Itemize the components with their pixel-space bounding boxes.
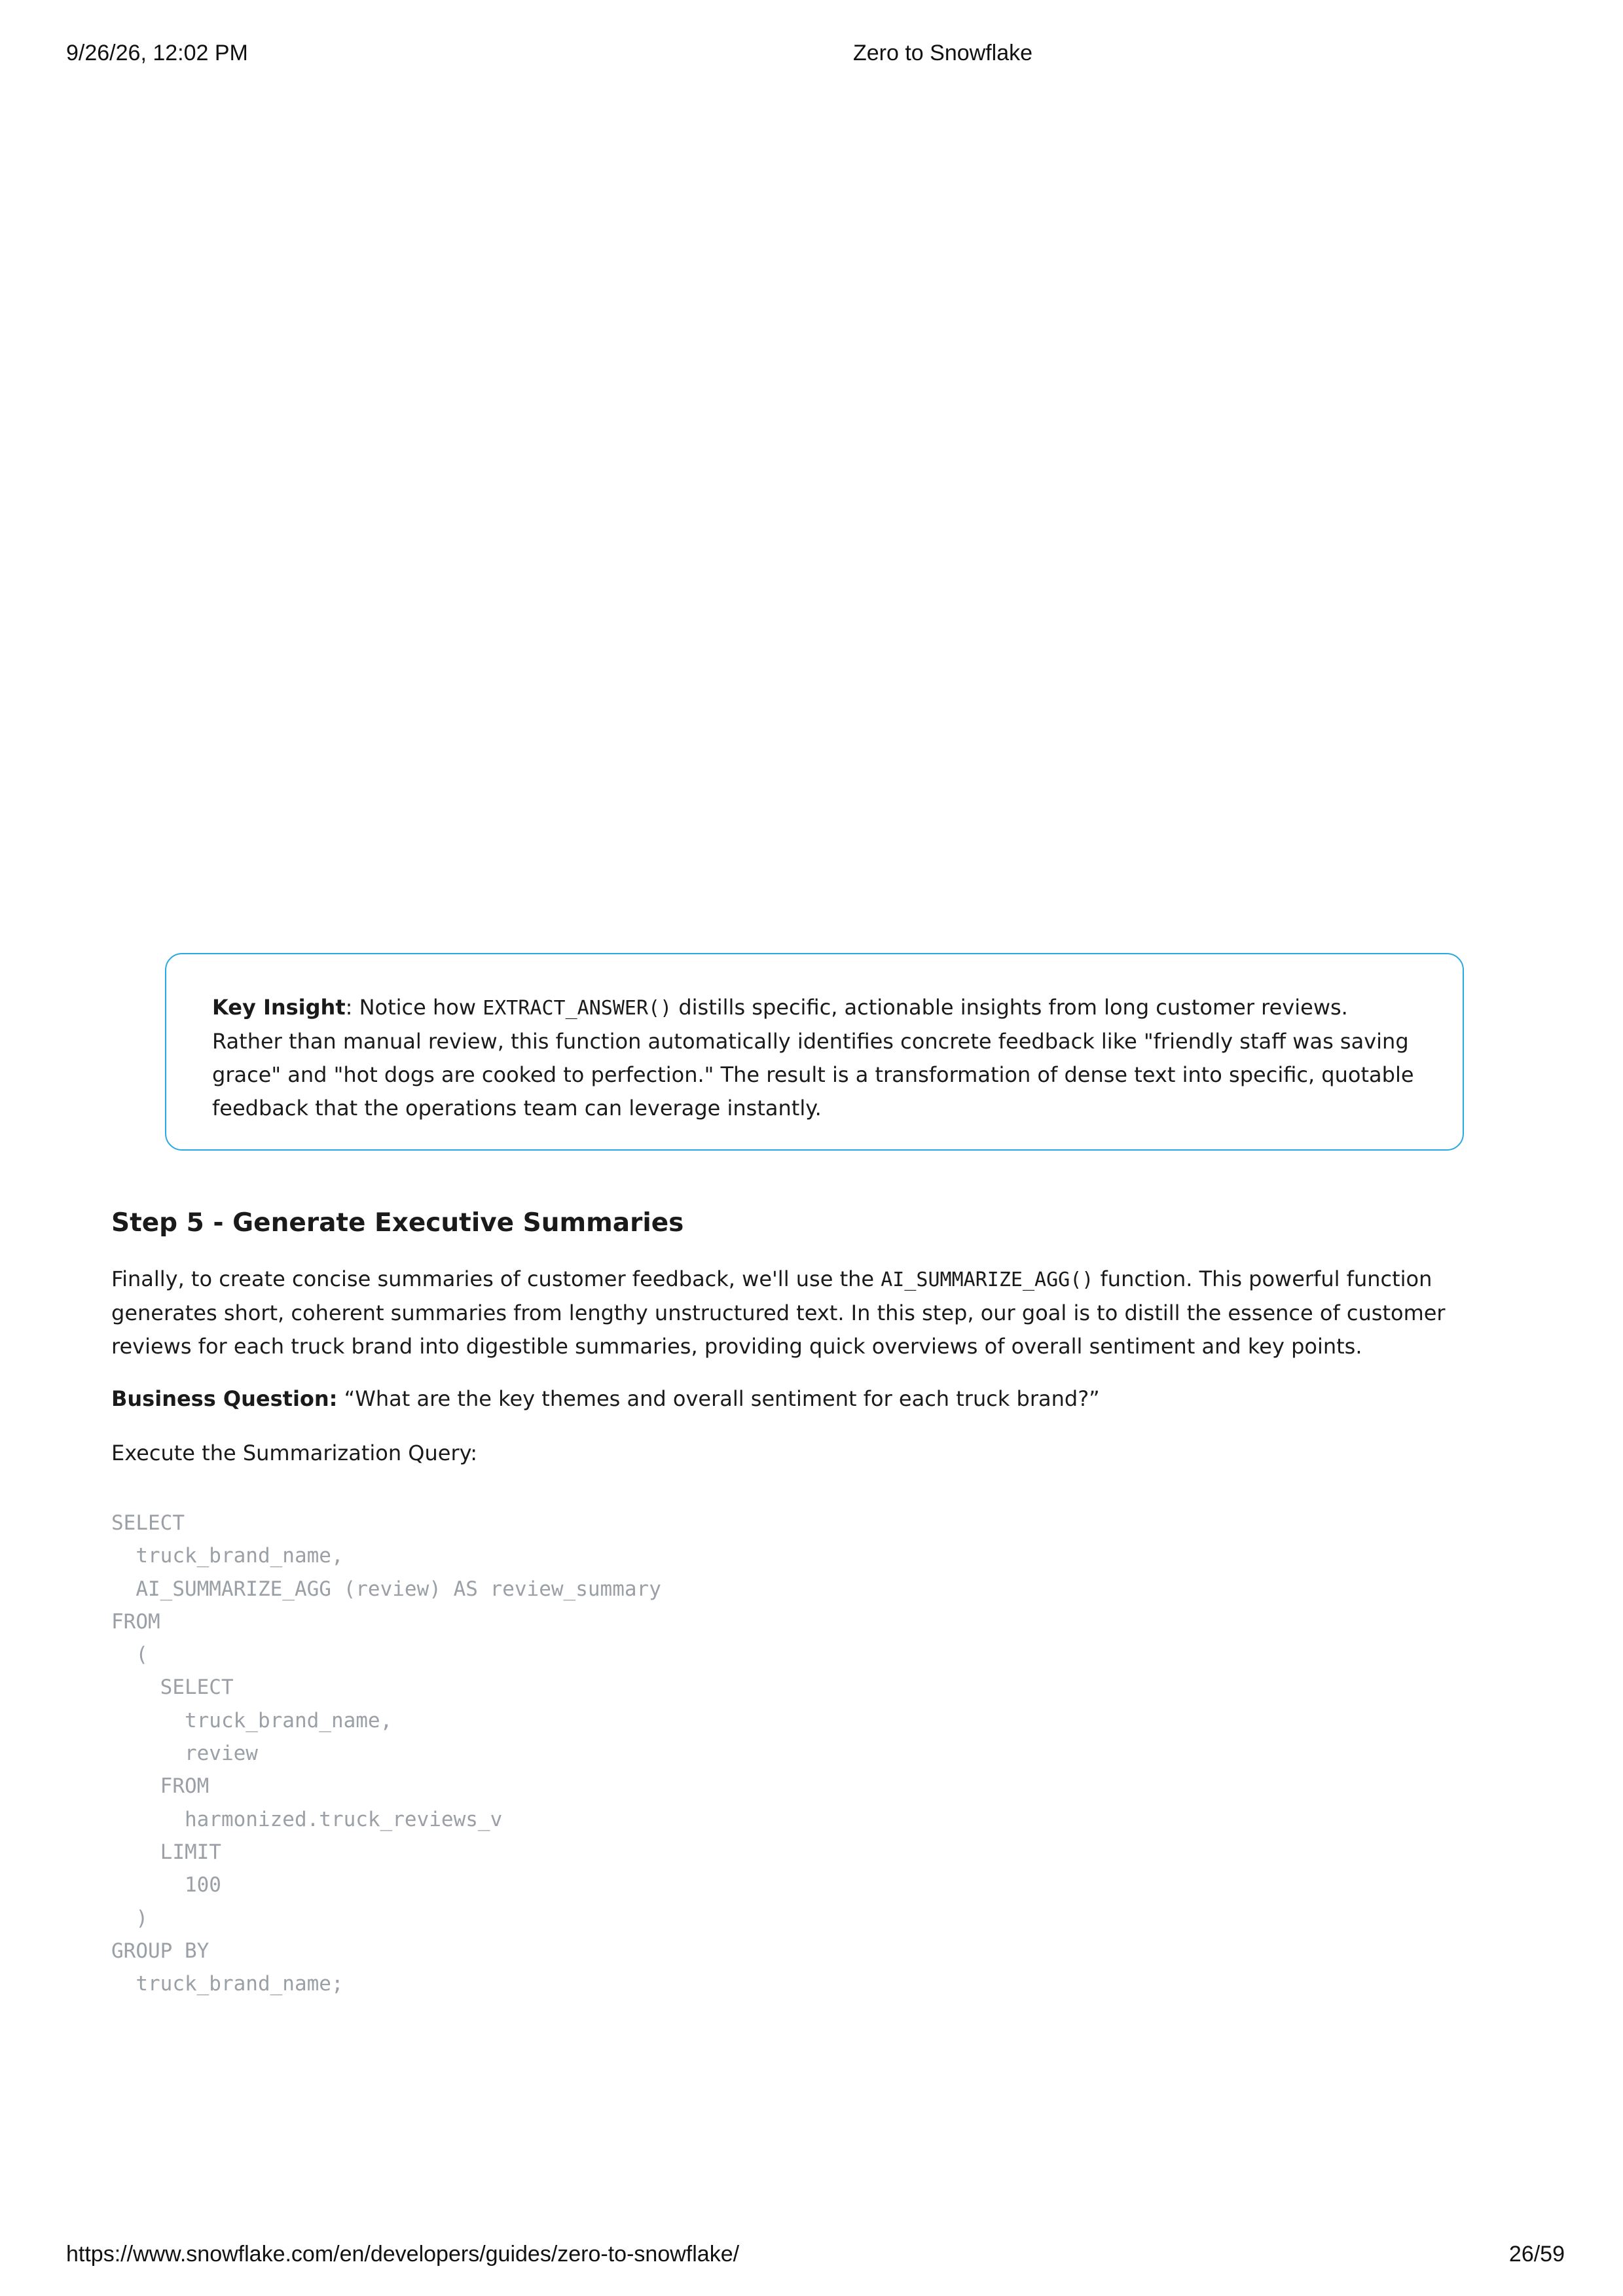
key-insight-callout [165,953,1464,1151]
code-line: FROM [111,1774,210,1799]
code-line: FROM [111,1609,160,1634]
key-insight-label: Key Insight [212,995,346,1020]
code-line: SELECT [111,1511,185,1535]
sql-code-block[interactable] [111,1507,661,2000]
business-question-text: “What are the key themes and overall sentiment for each truck brand?” [337,1386,1100,1411]
code-line: truck_brand_name, [111,1708,393,1732]
print-page-title: Zero to Snowflake [852,41,1033,65]
step-5-intro [111,1263,1512,1363]
code-line: ( [111,1643,148,1667]
business-question-label: Business Question: [111,1386,338,1411]
code-line: ) [111,1906,148,1930]
step-5-intro-code: AI_SUMMARIZE_AGG() [881,1268,1094,1291]
step-5-intro-end: function. This powerful function generates short, coherent summaries from lengthy unstructured text. In this step, our goal is to distill the essence of customer reviews for each truck brand into digestible summaries, providing quick overviews of overall sentiment and key points. [111,1266,1446,1359]
key-insight-code: EXTRACT_ANSWER() [483,997,672,1020]
page-url[interactable]: https://www.snowflake.com/en/developers/guides/zero-to-snowflake/ [66,2242,740,2267]
page-number: 26/59 [1508,2242,1565,2267]
step-5-heading: Step 5 - Generate Executive Summaries [111,1208,684,1238]
print-datetime: 9/26/26, 12:02 PM [66,41,248,65]
key-insight-text-end: distills specific, actionable insights from long customer reviews. Rather than manual review, this function automatically identifies concrete feedback like "friendly staff was saving grace" and "hot dogs are cooked to perfection." The result is a transformation of dense text into specific, quotable feedback that the operations team can leverage instantly. [212,995,1414,1121]
code-line: SELECT [111,1676,234,1700]
execute-instruction: Execute the Summarization Query: [111,1441,477,1465]
key-insight-text-start: : Notice how [345,995,483,1020]
code-line: harmonized.truck_reviews_v [111,1807,503,1831]
print-footer [0,2242,1623,2274]
code-line: 100 [111,1873,221,1897]
code-line: LIMIT [111,1840,221,1864]
code-line: review [111,1742,258,1766]
business-question [111,1382,1512,1416]
print-header [0,41,1623,73]
code-line: truck_brand_name, [111,1544,344,1568]
code-line: AI_SUMMARIZE_AGG (review) AS review_summary [111,1577,661,1601]
code-line: truck_brand_name; [111,1972,344,1996]
code-line: GROUP BY [111,1939,210,1963]
step-5-intro-start: Finally, to create concise summaries of customer feedback, we'll use the [111,1266,881,1291]
